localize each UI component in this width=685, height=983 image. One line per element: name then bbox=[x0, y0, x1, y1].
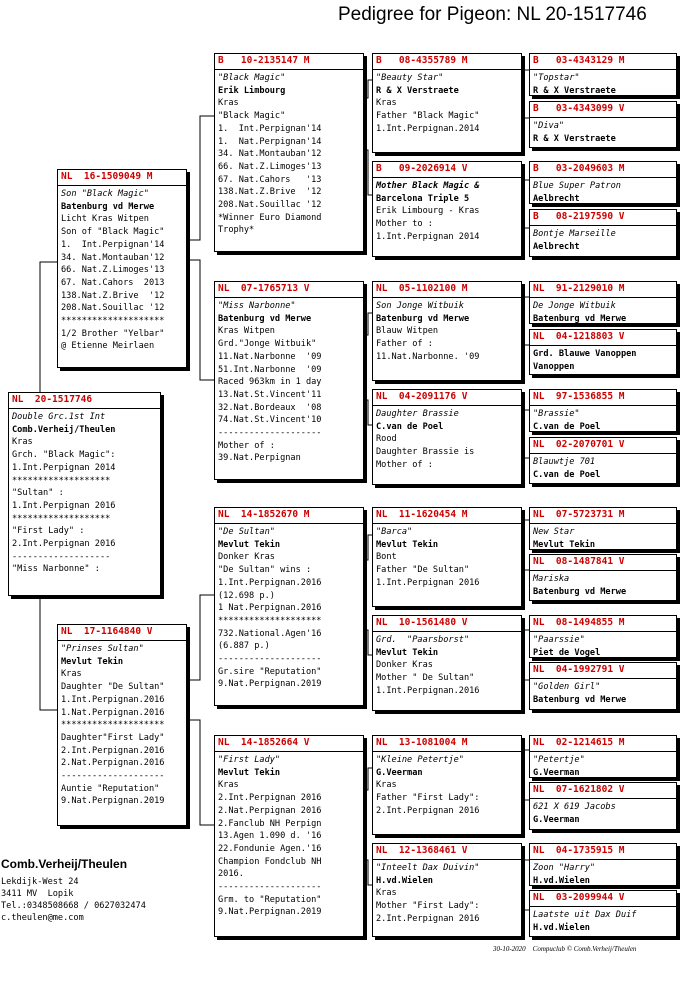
pigeon-detail-line: Raced 963km in 1 day bbox=[218, 377, 322, 388]
g5-card-3 bbox=[529, 161, 677, 204]
ring-number: NL 02-1214615 M bbox=[530, 736, 676, 752]
owner-city: 3411 MV Lopik bbox=[1, 889, 74, 899]
pigeon-detail-line: 1.Int.Perpignan 2014 bbox=[376, 231, 480, 242]
pigeon-detail-line: "First Lady" bbox=[218, 755, 281, 765]
pigeon-details bbox=[58, 641, 186, 810]
owner-phone: Tel.:0348508668 / 0627032474 bbox=[1, 901, 146, 911]
pigeon-detail-line: Batenburg vd Merwe bbox=[533, 586, 627, 597]
ring-number: NL 14-1852670 M bbox=[215, 508, 363, 524]
dam-card bbox=[57, 624, 187, 826]
pigeon-details bbox=[530, 679, 676, 708]
pigeon-detail-line: Gr.sire "Reputation" bbox=[218, 666, 322, 677]
pigeon-detail-line: De Jonge Witbuik bbox=[533, 301, 616, 311]
pigeon-detail-line: Bont bbox=[376, 552, 397, 563]
ring-number: B 09-2026914 V bbox=[373, 162, 521, 178]
pigeon-details bbox=[58, 186, 186, 355]
pigeon-detail-line: 1.Int.Perpignan 2016 bbox=[376, 577, 480, 588]
ring-number: NL 12-1368461 V bbox=[373, 844, 521, 860]
pigeon-details bbox=[530, 454, 676, 483]
dds-card bbox=[372, 735, 522, 835]
ring-number: NL 08-1494855 M bbox=[530, 616, 676, 632]
pigeon-detail-line: 9.Nat.Perpignan.2019 bbox=[218, 679, 322, 690]
pigeon-detail-line: -------------------- bbox=[218, 654, 322, 665]
pigeon-detail-line: Mother Black Magic & bbox=[376, 181, 480, 191]
ring-number: B 03-4343099 V bbox=[530, 102, 676, 118]
ring-number: NL 10-1561480 V bbox=[373, 616, 521, 632]
pigeon-detail-line: "Miss Narbonne" bbox=[218, 301, 296, 311]
pigeon-detail-line: "Inteelt Dax Duivin" bbox=[376, 863, 480, 873]
pigeon-detail-line: Bontje Marseille bbox=[533, 229, 616, 239]
pigeon-detail-line: Son "Black Magic" bbox=[61, 189, 149, 199]
ring-number: NL 91-2129010 M bbox=[530, 282, 676, 298]
g5-card-12 bbox=[529, 662, 677, 710]
pigeon-detail-line: 138.Nat.Z.Brive '12 bbox=[218, 187, 322, 198]
pigeon-detail-line: 39.Nat.Perpignan bbox=[218, 453, 301, 464]
pigeon-detail-line: (6.887 p.) bbox=[218, 641, 270, 652]
pigeon-detail-line: 74.Nat.St.Vincent'10 bbox=[218, 415, 322, 426]
pigeon-detail-line: 2016. bbox=[218, 869, 244, 880]
pigeon-detail-line: Erik Limbourg bbox=[218, 85, 286, 96]
pigeon-detail-line: H.vd.Wielen bbox=[533, 922, 590, 933]
pigeon-detail-line: Daughter "De Sultan" bbox=[61, 682, 165, 693]
subject-pigeon-card bbox=[8, 392, 161, 596]
pigeon-details bbox=[9, 409, 160, 578]
pigeon-detail-line: Auntie "Reputation" bbox=[61, 783, 160, 794]
pigeon-detail-line: Daughter Brassie bbox=[376, 409, 459, 419]
pigeon-details bbox=[373, 70, 521, 138]
pigeon-details bbox=[215, 752, 363, 921]
pigeon-detail-line: 9.Nat.Perpignan.2019 bbox=[61, 796, 165, 807]
pigeon-details bbox=[373, 632, 521, 700]
pigeon-details bbox=[530, 524, 676, 550]
pigeon-detail-line: 1. Int.Perpignan'14 bbox=[218, 123, 322, 134]
pigeon-detail-line: 1.Int.Perpignan 2014 bbox=[12, 462, 116, 473]
pigeon-detail-line: 208.Nat.Souillac '12 bbox=[61, 303, 165, 314]
pigeon-details bbox=[530, 860, 676, 886]
pigeon-detail-line: Batenburg vd Merwe bbox=[376, 313, 470, 324]
ring-number: B 08-4355789 M bbox=[373, 54, 521, 70]
pigeon-detail-line: Donker Kras bbox=[218, 552, 275, 563]
pigeon-details bbox=[373, 178, 521, 246]
pigeon-detail-line: 1.Int.Perpignan.2016 bbox=[61, 694, 165, 705]
sire-card bbox=[57, 169, 187, 368]
pigeon-detail-line: 1.Int.Perpignan.2016 bbox=[218, 577, 322, 588]
pigeon-detail-line: "Petertje" bbox=[533, 755, 585, 765]
footer-credit: 30-10-2020 Compuclub © Comb.Verheij/Theulen bbox=[493, 945, 637, 953]
sdd-card bbox=[372, 389, 522, 485]
dsd-card bbox=[372, 615, 522, 711]
g5-card-9 bbox=[529, 507, 677, 550]
pigeon-detail-line: R & X Verstraete bbox=[533, 133, 616, 144]
pigeon-detail-line: G.Veerman bbox=[533, 767, 580, 778]
ring-number: NL 05-1102100 M bbox=[373, 282, 521, 298]
ssd-card bbox=[372, 161, 522, 257]
pigeon-detail-line: ******************** bbox=[218, 615, 322, 626]
pigeon-detail-line: Father "First Lady": bbox=[376, 793, 480, 804]
pigeon-detail-line: 34. Nat.Montauban'12 bbox=[218, 149, 322, 160]
g5-card-11 bbox=[529, 615, 677, 658]
pigeon-detail-line: Kras bbox=[218, 98, 239, 109]
sds-card bbox=[372, 281, 522, 381]
pigeon-details bbox=[530, 406, 676, 432]
g5-card-14 bbox=[529, 782, 677, 830]
pigeon-detail-line: @ Etienne Meirlaen bbox=[61, 341, 155, 352]
pigeon-detail-line: Aelbrecht bbox=[533, 193, 580, 204]
pigeon-detail-line: Trophy* bbox=[218, 225, 255, 236]
pigeon-detail-line: Mevlut Tekin bbox=[533, 539, 596, 550]
pigeon-detail-line: Kras Witpen bbox=[218, 326, 275, 337]
pigeon-detail-line: 13.Nat.St.Vincent'11 bbox=[218, 389, 322, 400]
g5-card-1 bbox=[529, 53, 677, 96]
ring-number: NL 04-2091176 V bbox=[373, 390, 521, 406]
owner-address: Lekdijk-West 24 bbox=[1, 877, 79, 887]
pigeon-detail-line: Donker Kras bbox=[376, 660, 433, 671]
pigeon-detail-line: Mevlut Tekin bbox=[61, 656, 124, 667]
pigeon-details bbox=[530, 799, 676, 828]
ring-number: NL 97-1536855 M bbox=[530, 390, 676, 406]
pigeon-details bbox=[530, 118, 676, 147]
pigeon-detail-line: G.Veerman bbox=[376, 767, 423, 778]
ring-number: NL 04-1218803 V bbox=[530, 330, 676, 346]
pigeon-detail-line: "Paarssie" bbox=[533, 635, 585, 645]
ring-number: B 03-2049603 M bbox=[530, 162, 676, 178]
pigeon-detail-line: "Black Magic" bbox=[218, 73, 286, 83]
pigeon-detail-line: "Miss Narbonne" : bbox=[12, 564, 100, 575]
sire-sire-card bbox=[214, 53, 364, 252]
pigeon-detail-line: *Winner Euro Diamond bbox=[218, 212, 322, 223]
pigeon-detail-line: Mevlut Tekin bbox=[376, 539, 439, 550]
pigeon-detail-line: Batenburg vd Merwe bbox=[533, 694, 627, 705]
pigeon-detail-line: 22.Fondunie Agen.'16 bbox=[218, 843, 322, 854]
pigeon-detail-line: Mother to : bbox=[376, 219, 433, 230]
ring-number: NL 02-2070701 V bbox=[530, 438, 676, 454]
pigeon-detail-line: C.van de Poel bbox=[533, 469, 601, 480]
pigeon-details bbox=[215, 70, 363, 239]
pigeon-detail-line: 32.Nat.Bordeaux '08 bbox=[218, 402, 322, 413]
g5-card-4 bbox=[529, 209, 677, 257]
pigeon-detail-line: Mother "First Lady": bbox=[376, 901, 480, 912]
pigeon-detail-line: 1.Nat.Perpignan.2016 bbox=[61, 707, 165, 718]
pigeon-detail-line: Batenburg vd Merwe bbox=[61, 201, 155, 212]
pigeon-details bbox=[373, 298, 521, 366]
pigeon-detail-line: "De Sultan" wins : bbox=[218, 565, 312, 576]
pigeon-detail-line: 34. Nat.Montauban'12 bbox=[61, 252, 165, 263]
pigeon-detail-line: Mevlut Tekin bbox=[218, 767, 281, 778]
pigeon-detail-line: 138.Nat.Z.Brive '12 bbox=[61, 290, 165, 301]
pigeon-detail-line: Double Grc.1st Int bbox=[12, 412, 106, 422]
pigeon-details bbox=[373, 752, 521, 820]
pigeon-detail-line: Mother " De Sultan" bbox=[376, 673, 475, 684]
pigeon-detail-line: "Diva" bbox=[533, 121, 565, 131]
pigeon-detail-line: Piet de Vogel bbox=[533, 647, 601, 658]
ring-number: B 08-2197590 V bbox=[530, 210, 676, 226]
pigeon-detail-line: "Brassie" bbox=[533, 409, 580, 419]
pigeon-detail-line: Son Jonge Witbuik bbox=[376, 301, 464, 311]
pigeon-detail-line: 2.Fanclub NH Perpign bbox=[218, 818, 322, 829]
pigeon-detail-line: 9.Nat.Perpignan.2019 bbox=[218, 907, 322, 918]
pigeon-detail-line: Kras bbox=[376, 780, 397, 791]
pigeon-detail-line: 66. Nat.Z.Limoges'13 bbox=[218, 161, 322, 172]
pigeon-detail-line: 208.Nat.Souillac '12 bbox=[218, 200, 322, 211]
pigeon-detail-line: Kras bbox=[218, 780, 239, 791]
ring-number: NL 16-1509049 M bbox=[58, 170, 186, 186]
pigeon-detail-line: Kras bbox=[376, 888, 397, 899]
pigeon-detail-line: Laatste uit Dax Duif bbox=[533, 910, 637, 920]
ring-number: NL 11-1620454 M bbox=[373, 508, 521, 524]
owner-info bbox=[1, 856, 146, 924]
pigeon-details bbox=[530, 752, 676, 778]
ring-number: NL 14-1852664 V bbox=[215, 736, 363, 752]
pigeon-detail-line: 67. Nat.Cahors '13 bbox=[218, 174, 322, 185]
sire-dam-card bbox=[214, 281, 364, 480]
pigeon-detail-line: 1.Int.Perpignan.2016 bbox=[376, 685, 480, 696]
pigeon-detail-line: Blue Super Patron bbox=[533, 181, 621, 191]
pigeon-detail-line: Aelbrecht bbox=[533, 241, 580, 252]
pigeon-details bbox=[373, 524, 521, 592]
pigeon-details bbox=[373, 406, 521, 474]
pigeon-detail-line: Mother of : bbox=[218, 440, 275, 451]
pigeon-detail-line: "Kleine Petertje" bbox=[376, 755, 464, 765]
pigeon-detail-line: H.vd.Wielen bbox=[376, 875, 433, 886]
pigeon-detail-line: 2.Nat.Perpignan.2016 bbox=[61, 758, 165, 769]
pigeon-detail-line: ******************** bbox=[61, 720, 165, 731]
pigeon-details bbox=[530, 298, 676, 324]
pigeon-detail-line: "Barca" bbox=[376, 527, 413, 537]
pigeon-details bbox=[530, 70, 676, 96]
pigeon-detail-line: R & X Verstraete bbox=[376, 85, 459, 96]
ring-number: NL 04-1992791 V bbox=[530, 663, 676, 679]
sss-card bbox=[372, 53, 522, 153]
pigeon-detail-line: 732.National.Agen'16 bbox=[218, 628, 322, 639]
pigeon-detail-line: 1.Int.Perpignan 2016 bbox=[12, 500, 116, 511]
dam-sire-card bbox=[214, 507, 364, 706]
pigeon-detail-line: Grm. to "Reputation" bbox=[218, 894, 322, 905]
pigeon-detail-line: 1. Nat.Perpignan'14 bbox=[218, 136, 322, 147]
pigeon-detail-line: ******************** bbox=[61, 316, 165, 327]
pigeon-detail-line: 2.Int.Perpignan 2016 bbox=[218, 793, 322, 804]
pigeon-detail-line: Grd."Jonge Witbuik" bbox=[218, 339, 317, 350]
pigeon-detail-line: Daughter"First Lady" bbox=[61, 732, 165, 743]
pigeon-detail-line: 2.Nat.Perpignan 2016 bbox=[218, 805, 322, 816]
pigeon-detail-line: "De Sultan" bbox=[218, 527, 275, 537]
pigeon-detail-line: R & X Verstraete bbox=[533, 85, 616, 96]
pigeon-detail-line: Batenburg vd Merwe bbox=[533, 313, 627, 324]
g5-card-2 bbox=[529, 101, 677, 148]
pigeon-details bbox=[530, 907, 676, 936]
pigeon-detail-line: 1.Int.Perpignan.2014 bbox=[376, 123, 480, 134]
pigeon-detail-line: Vanoppen bbox=[533, 361, 575, 372]
pigeon-details bbox=[215, 298, 363, 467]
pigeon-detail-line: 11.Nat.Narbonne. '09 bbox=[376, 351, 480, 362]
pigeon-detail-line: -------------------- bbox=[218, 428, 322, 439]
pigeon-details bbox=[530, 226, 676, 255]
pigeon-detail-line: Zoon "Harry" bbox=[533, 863, 596, 873]
pigeon-detail-line: "Prinses Sultan" bbox=[61, 644, 144, 654]
pigeon-details bbox=[530, 632, 676, 658]
pigeon-detail-line: "Black Magic" bbox=[218, 111, 286, 122]
pigeon-detail-line: New Star bbox=[533, 527, 575, 537]
dam-dam-card bbox=[214, 735, 364, 937]
pigeon-details bbox=[215, 524, 363, 693]
ring-number: NL 07-1621802 V bbox=[530, 783, 676, 799]
ring-number: B 10-2135147 M bbox=[215, 54, 363, 70]
g5-card-16 bbox=[529, 890, 677, 937]
pigeon-detail-line: G.Veerman bbox=[533, 814, 580, 825]
pigeon-detail-line: Champion Fondclub NH bbox=[218, 856, 322, 867]
pigeon-detail-line: Grch. "Black Magic": bbox=[12, 450, 116, 461]
pigeon-detail-line: 1. Int.Perpignan'14 bbox=[61, 239, 165, 250]
pigeon-detail-line: -------------------- bbox=[61, 771, 165, 782]
g5-card-10 bbox=[529, 554, 677, 601]
ring-number: B 03-4343129 M bbox=[530, 54, 676, 70]
g5-card-7 bbox=[529, 389, 677, 432]
pigeon-detail-line: "First Lady" : bbox=[12, 526, 85, 537]
pigeon-detail-line: 11.Nat.Narbonne '09 bbox=[218, 351, 322, 362]
ring-number: NL 08-1487841 V bbox=[530, 555, 676, 571]
g5-card-5 bbox=[529, 281, 677, 324]
pigeon-detail-line: Father "Black Magic" bbox=[376, 111, 480, 122]
pigeon-detail-line: Mevlut Tekin bbox=[218, 539, 281, 550]
pigeon-detail-line: H.vd.Wielen bbox=[533, 875, 590, 886]
pigeon-details bbox=[530, 178, 676, 204]
pigeon-detail-line: Erik Limbourg - Kras bbox=[376, 206, 480, 217]
pigeon-detail-line: "Topstar" bbox=[533, 73, 580, 83]
owner-email: c.theulen@me.com bbox=[1, 913, 84, 923]
pigeon-detail-line: Mariska bbox=[533, 574, 570, 584]
ring-number: NL 13-1081004 M bbox=[373, 736, 521, 752]
pigeon-detail-line: Grd. Blauwe Vanoppen bbox=[533, 349, 637, 359]
pigeon-details bbox=[373, 860, 521, 928]
pigeon-detail-line: Grd. "Paarsborst" bbox=[376, 635, 470, 645]
pigeon-detail-line: 2.Int.Perpignan 2016 bbox=[376, 805, 480, 816]
pigeon-detail-line: Kras bbox=[61, 669, 82, 680]
pigeon-detail-line: Blauwtje 701 bbox=[533, 457, 596, 467]
pigeon-detail-line: 2.Int.Perpignan 2016 bbox=[12, 539, 116, 550]
pigeon-detail-line: (12.698 p.) bbox=[218, 590, 275, 601]
pigeon-detail-line: Kras bbox=[376, 98, 397, 109]
pigeon-detail-line: Daughter Brassie is bbox=[376, 447, 475, 458]
pigeon-detail-line: -------------------- bbox=[218, 882, 322, 893]
ring-number: NL 03-2099944 V bbox=[530, 891, 676, 907]
pigeon-detail-line: 2.Int.Perpignan.2016 bbox=[61, 745, 165, 756]
ring-number: NL 04-1735915 M bbox=[530, 844, 676, 860]
pigeon-detail-line: Rood bbox=[376, 434, 397, 445]
pigeon-detail-line: Comb.Verheij/Theulen bbox=[12, 424, 116, 435]
owner-name: Comb.Verheij/Theulen bbox=[1, 857, 128, 871]
pigeon-detail-line: Father "De Sultan" bbox=[376, 565, 470, 576]
pigeon-detail-line: ******************* bbox=[12, 475, 111, 486]
pigeon-detail-line: Licht Kras Witpen bbox=[61, 214, 149, 225]
ring-number: NL 17-1164840 V bbox=[58, 625, 186, 641]
pigeon-detail-line: ------------------- bbox=[12, 551, 111, 562]
ring-number: NL 07-5723731 M bbox=[530, 508, 676, 524]
ring-number: NL 07-1765713 V bbox=[215, 282, 363, 298]
ddd-card bbox=[372, 843, 522, 937]
pigeon-detail-line: Mevlut Tekin bbox=[376, 647, 439, 658]
pigeon-detail-line: C.van de Poel bbox=[376, 421, 444, 432]
pigeon-detail-line: Batenburg vd Merwe bbox=[218, 313, 312, 324]
pigeon-detail-line: 13.Agen 1.090 d. '16 bbox=[218, 831, 322, 842]
pigeon-detail-line: "Beauty Star" bbox=[376, 73, 444, 83]
pigeon-detail-line: 66. Nat.Z.Limoges'13 bbox=[61, 265, 165, 276]
pigeon-detail-line: Father of : bbox=[376, 339, 433, 350]
ring-number: NL 20-1517746 bbox=[9, 393, 160, 409]
pigeon-detail-line: 2.Int.Perpignan 2016 bbox=[376, 913, 480, 924]
pigeon-detail-line: 67. Nat.Cahors 2013 bbox=[61, 277, 165, 288]
pigeon-detail-line: 51.Int.Narbonne '09 bbox=[218, 364, 322, 375]
g5-card-8 bbox=[529, 437, 677, 484]
pigeon-detail-line: 1/2 Brother "Yelbar" bbox=[61, 328, 165, 339]
dss-card bbox=[372, 507, 522, 607]
pigeon-detail-line: Mother of : bbox=[376, 459, 433, 470]
pigeon-details bbox=[530, 346, 676, 375]
g5-card-13 bbox=[529, 735, 677, 778]
pigeon-detail-line: Kras bbox=[12, 437, 33, 448]
g5-card-6 bbox=[529, 329, 677, 375]
pigeon-detail-line: 1 Nat.Perpignan.2016 bbox=[218, 603, 322, 614]
pigeon-detail-line: C.van de Poel bbox=[533, 421, 601, 432]
pigeon-details bbox=[530, 571, 676, 600]
g5-card-15 bbox=[529, 843, 677, 886]
pigeon-detail-line: "Golden Girl" bbox=[533, 682, 601, 692]
pigeon-detail-line: ******************* bbox=[12, 513, 111, 524]
pigeon-detail-line: Son of "Black Magic" bbox=[61, 227, 165, 238]
page-title: Pedigree for Pigeon: NL 20-1517746 bbox=[338, 4, 647, 25]
pigeon-detail-line: 621 X 619 Jacobs bbox=[533, 802, 616, 812]
pigeon-detail-line: Barcelona Triple 5 bbox=[376, 193, 470, 204]
pigeon-detail-line: Blauw Witpen bbox=[376, 326, 439, 337]
pigeon-detail-line: "Sultan" : bbox=[12, 488, 64, 499]
